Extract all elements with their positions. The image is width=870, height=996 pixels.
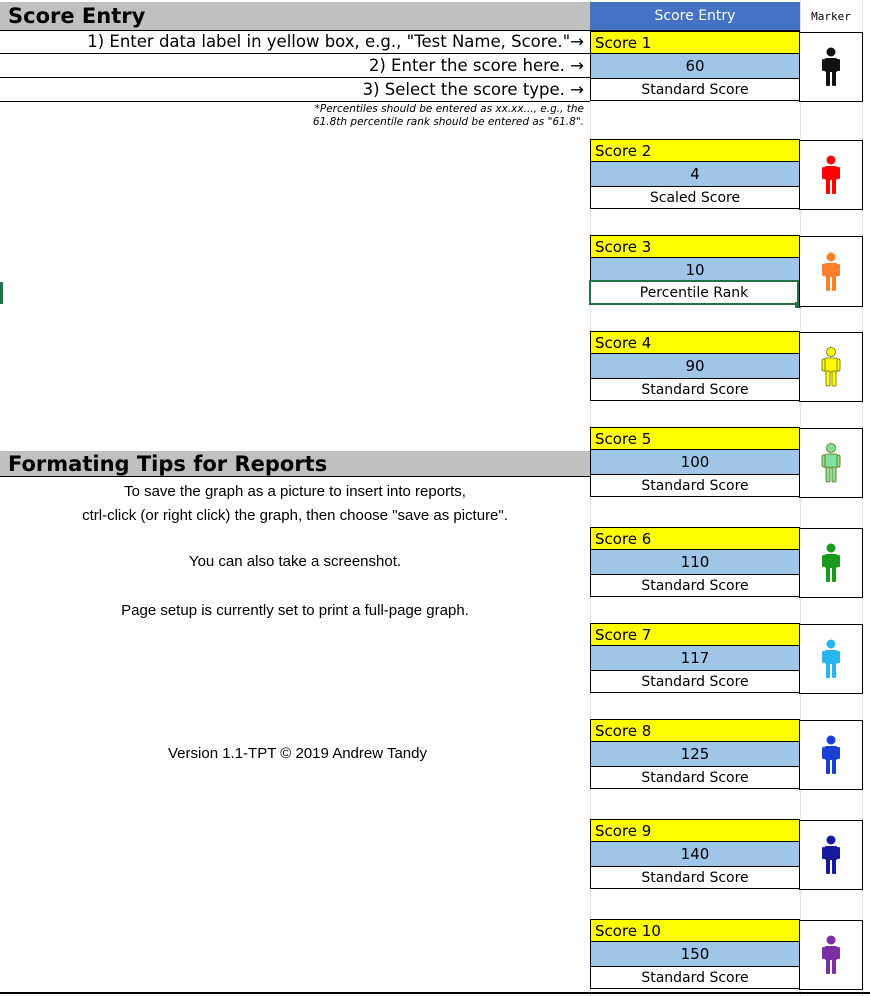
score-value-input[interactable]: 150: [590, 942, 800, 966]
instruction-1: 1) Enter data label in yellow box, e.g., "Test Name, Score."→: [0, 30, 590, 54]
score-type-select[interactable]: Standard Score: [590, 474, 800, 497]
marker-cell[interactable]: [799, 820, 863, 890]
percentile-note-line-2: 61.8th percentile rank should be entered as "61.8".: [312, 116, 584, 128]
score-type-select[interactable]: Standard Score: [590, 670, 800, 693]
score-value-input[interactable]: 100: [590, 450, 800, 474]
person-icon: [821, 47, 841, 87]
score-value-input[interactable]: 90: [590, 354, 800, 378]
score-value-input[interactable]: 60: [590, 54, 800, 78]
version-text: Version 1.1-TPT © 2019 Andrew Tandy: [168, 745, 427, 762]
score-entry-column-header: Score Entry: [590, 2, 800, 31]
score-value-input[interactable]: 4: [590, 162, 800, 186]
tips-line-3: You can also take a screenshot.: [188, 553, 402, 570]
marker-cell[interactable]: [799, 32, 863, 102]
score-value-input[interactable]: 10: [590, 258, 800, 282]
score-entry-title: Score Entry: [0, 2, 590, 31]
percentile-note-line-1: *Percentiles should be entered as xx.xx..., e.g., the: [314, 103, 584, 115]
score-label-input[interactable]: Score 3: [590, 235, 800, 258]
score-value-input[interactable]: 140: [590, 842, 800, 866]
instruction-2: 2) Enter the score here. →: [0, 54, 590, 78]
score-value-input[interactable]: 125: [590, 742, 800, 766]
score-type-select[interactable]: Standard Score: [590, 766, 800, 789]
person-icon: [821, 639, 841, 679]
marker-cell[interactable]: [799, 528, 863, 598]
marker-column-header: Marker: [811, 10, 851, 23]
score-type-select[interactable]: Standard Score: [590, 866, 800, 889]
person-icon: [821, 735, 841, 775]
tips-line-2: ctrl-click (or right click) the graph, then choose "save as picture".: [82, 507, 508, 524]
person-icon: [821, 543, 841, 583]
person-icon: [821, 347, 841, 387]
person-icon: [821, 835, 841, 875]
score-label-input[interactable]: Score 7: [590, 623, 800, 646]
tips-line-4: Page setup is currently set to print a full-page graph.: [121, 602, 469, 619]
score-type-select[interactable]: Standard Score: [590, 966, 800, 989]
score-type-select[interactable]: Scaled Score: [590, 186, 800, 209]
score-type-select[interactable]: Standard Score: [590, 378, 800, 401]
marker-cell[interactable]: [799, 140, 863, 210]
tips-line-1: To save the graph as a picture to insert into reports,: [124, 483, 466, 500]
person-icon: [821, 155, 841, 195]
score-type-select[interactable]: Standard Score: [590, 574, 800, 597]
person-icon: [821, 252, 841, 292]
score-label-input[interactable]: Score 5: [590, 427, 800, 450]
marker-cell[interactable]: [799, 332, 863, 402]
score-value-input[interactable]: 117: [590, 646, 800, 670]
marker-cell[interactable]: [799, 624, 863, 694]
marker-cell[interactable]: [799, 720, 863, 790]
score-label-input[interactable]: Score 1: [590, 31, 800, 54]
active-row-indicator: [0, 282, 3, 304]
score-label-input[interactable]: Score 6: [590, 527, 800, 550]
bottom-border: [0, 992, 870, 994]
score-label-input[interactable]: Score 2: [590, 139, 800, 162]
marker-cell[interactable]: [799, 920, 863, 990]
score-label-input[interactable]: Score 4: [590, 331, 800, 354]
instruction-3: 3) Select the score type. →: [0, 78, 590, 102]
score-label-input[interactable]: Score 9: [590, 819, 800, 842]
marker-cell[interactable]: [799, 428, 863, 498]
formatting-tips-title: Formating Tips for Reports: [0, 451, 590, 477]
score-label-input[interactable]: Score 10: [590, 919, 800, 942]
person-icon: [821, 935, 841, 975]
marker-cell[interactable]: [799, 236, 863, 307]
score-label-input[interactable]: Score 8: [590, 719, 800, 742]
score-type-select[interactable]: Percentile Rank: [589, 280, 799, 305]
score-type-select[interactable]: Standard Score: [590, 78, 800, 101]
score-value-input[interactable]: 110: [590, 550, 800, 574]
person-icon: [821, 443, 841, 483]
